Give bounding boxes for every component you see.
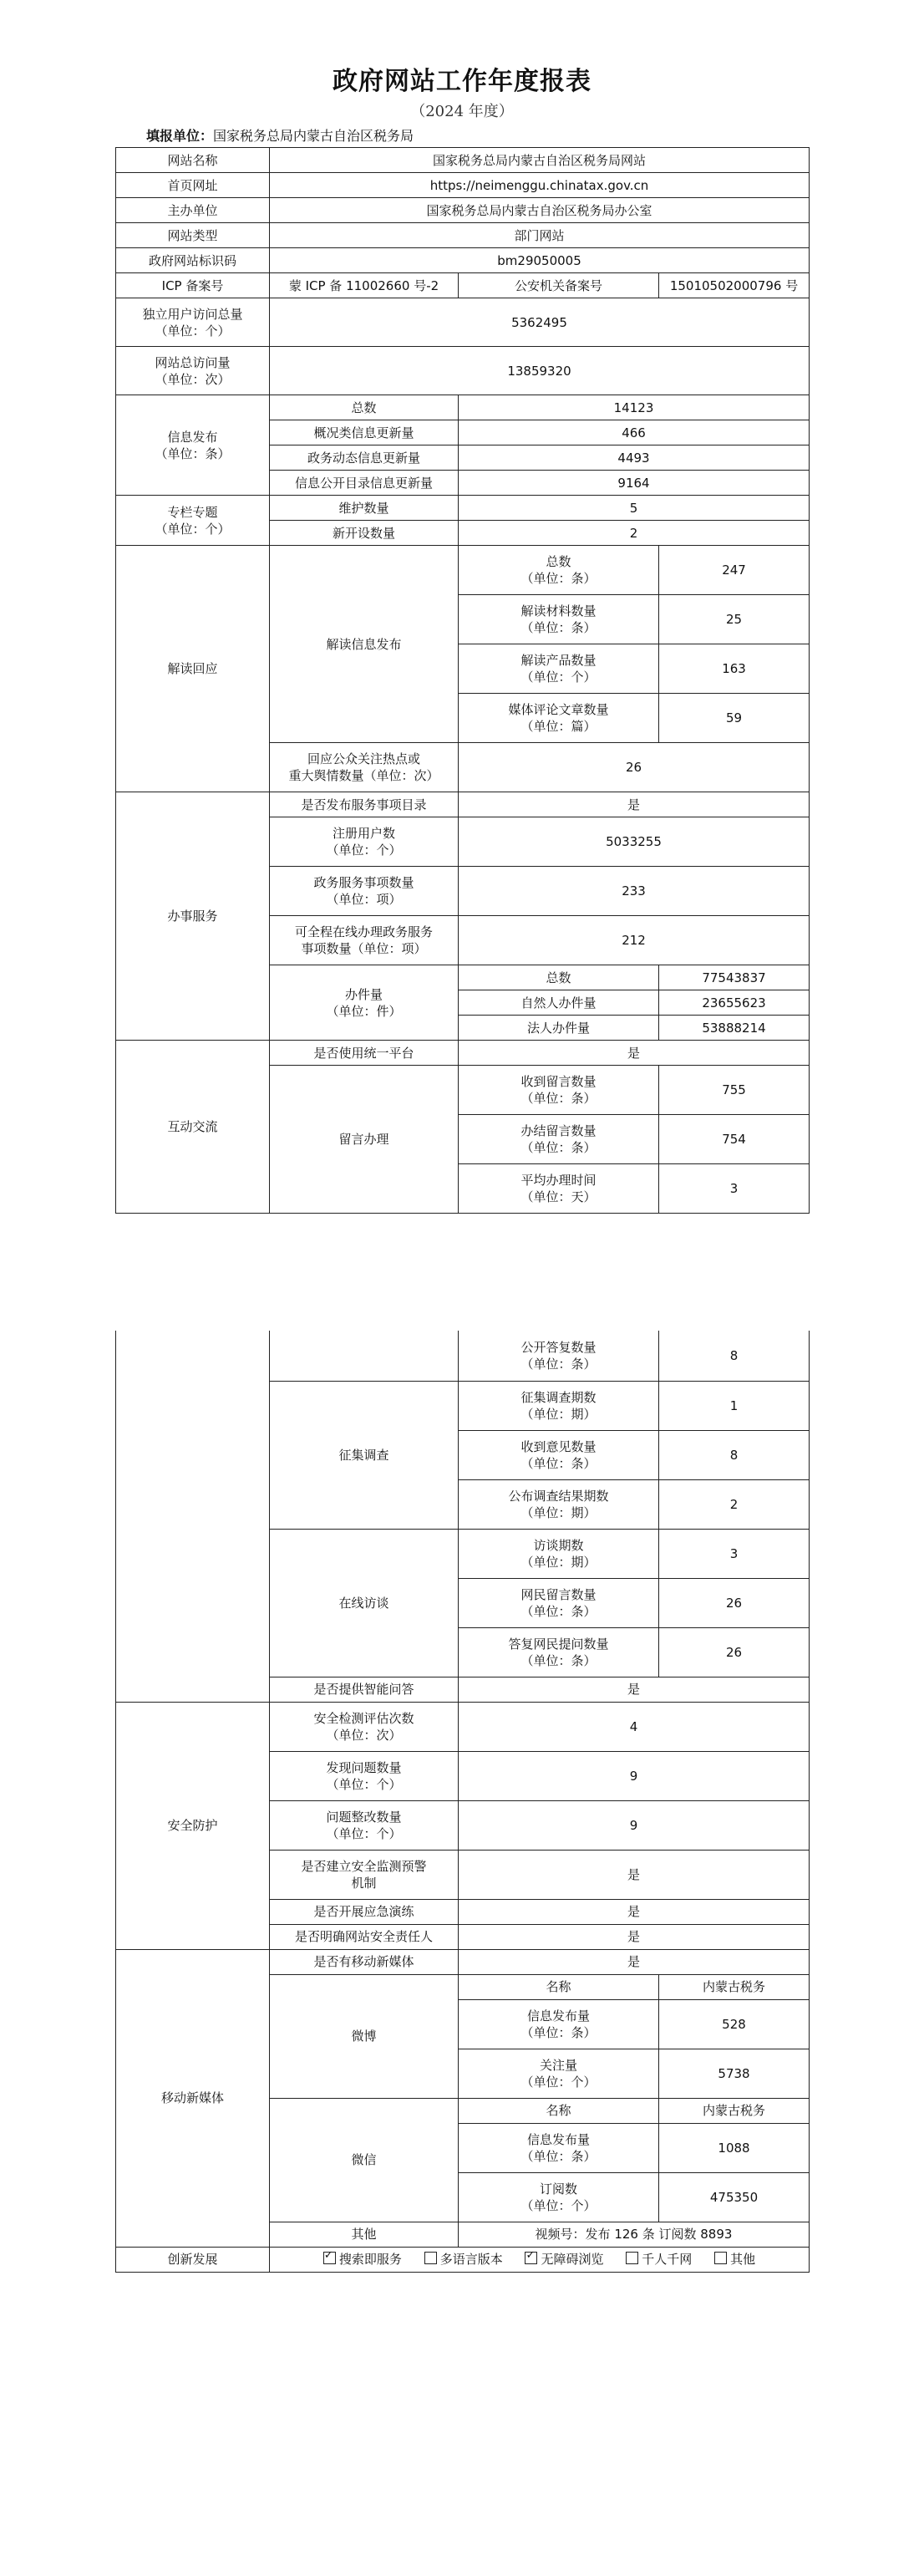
- interaction-section-label: 互动交流: [116, 1041, 270, 1214]
- uv-value: 5362495: [270, 298, 810, 347]
- innovation-option: ✓ 搜索即服务: [323, 2252, 402, 2267]
- table-row: [116, 792, 810, 817]
- service-handle-total-value: 77543837: [659, 965, 810, 990]
- interaction-interview-label: 在线访谈: [270, 1529, 459, 1677]
- interaction-public-reply-label: 公开答复数量 （单位：条）: [459, 1331, 659, 1381]
- security-drill-value: 是: [459, 1899, 810, 1924]
- innovation-option: 千人千网: [626, 2252, 692, 2267]
- checkbox-icon: [714, 2252, 727, 2264]
- table-row: [116, 1041, 810, 1066]
- media-weibo-name-label: 名称: [459, 1974, 659, 1999]
- service-section-label: 办事服务: [116, 792, 270, 1041]
- table-row: [116, 1949, 810, 1974]
- pv-value: 13859320: [270, 347, 810, 395]
- service-users-value: 5033255: [459, 817, 810, 867]
- interaction-answered-value: 26: [659, 1627, 810, 1677]
- security-found-label: 发现问题数量 （单位：个）: [270, 1751, 459, 1800]
- media-wechat-subs-label: 订阅数 （单位：个）: [459, 2172, 659, 2222]
- interaction-platform-value: 是: [459, 1041, 810, 1066]
- security-monitor-label: 是否建立安全监测预警 机制: [270, 1850, 459, 1899]
- interpret-media-value: 59: [659, 694, 810, 743]
- interaction-avg-value: 3: [659, 1164, 810, 1214]
- sponsor-label: 主办单位: [116, 198, 270, 223]
- service-catalog-label: 是否发布服务事项目录: [270, 792, 459, 817]
- security-section-label: 安全防护: [116, 1702, 270, 1949]
- interpret-product-value: 163: [659, 644, 810, 694]
- service-items-value: 233: [459, 867, 810, 916]
- service-online-label: 可全程在线办理政务服务 事项数量（单位：项）: [270, 916, 459, 965]
- media-wechat-subs-value: 475350: [659, 2172, 810, 2222]
- table-row: [116, 273, 810, 298]
- security-eval-label: 安全检测评估次数 （单位：次）: [270, 1702, 459, 1751]
- table-row: [116, 1702, 810, 1751]
- interpret-hot-label: 回应公众关注热点或 重大舆情数量（单位：次）: [270, 743, 459, 792]
- interpret-material-value: 25: [659, 595, 810, 644]
- interpret-product-label: 解读产品数量 （单位：个）: [459, 644, 659, 694]
- info-section-label: 信息发布 （单位：条）: [116, 395, 270, 496]
- site-name-value: 国家税务总局内蒙古自治区税务局网站: [270, 148, 810, 173]
- media-weibo-name-value: 内蒙古税务: [659, 1974, 810, 1999]
- innovation-option: 其他: [714, 2252, 755, 2267]
- table-row: [116, 223, 810, 248]
- table-row: [116, 1331, 810, 1381]
- interaction-netizen-value: 26: [659, 1578, 810, 1627]
- security-fixed-label: 问题整改数量 （单位：个）: [270, 1800, 459, 1850]
- checkbox-icon: [525, 2252, 537, 2264]
- innovation-option: ✓ 无障碍浏览: [525, 2252, 603, 2267]
- interpret-media-label: 媒体评论文章数量 （单位：篇）: [459, 694, 659, 743]
- security-owner-value: 是: [459, 1924, 810, 1949]
- info-dynamic-value: 4493: [459, 445, 810, 471]
- table-row: [116, 198, 810, 223]
- service-natural-value: 23655623: [659, 990, 810, 1016]
- service-legal-label: 法人办件量: [459, 1016, 659, 1041]
- column-maintain-value: 5: [459, 496, 810, 521]
- interaction-answered-label: 答复网民提问数量 （单位：条）: [459, 1627, 659, 1677]
- table-row: [116, 546, 810, 595]
- icp-value: 蒙 ICP 备 11002660 号-2: [270, 273, 459, 298]
- interaction-opinions-value: 8: [659, 1430, 810, 1479]
- interaction-public-reply-value: 8: [659, 1331, 810, 1381]
- info-total-value: 14123: [459, 395, 810, 420]
- table-row: [116, 347, 810, 395]
- interaction-message-label: 留言办理: [270, 1066, 459, 1214]
- icp-label: ICP 备案号: [116, 273, 270, 298]
- interaction-opinions-label: 收到意见数量 （单位：条）: [459, 1430, 659, 1479]
- interpret-publish-label: 解读信息发布: [270, 546, 459, 743]
- media-weibo-posts-label: 信息发布量 （单位：条）: [459, 1999, 659, 2049]
- interaction-results-value: 2: [659, 1479, 810, 1529]
- interpret-total-label: 总数 （单位：条）: [459, 546, 659, 595]
- info-overview-label: 概况类信息更新量: [270, 420, 459, 445]
- security-found-value: 9: [459, 1751, 810, 1800]
- info-total-label: 总数: [270, 395, 459, 420]
- site-type-label: 网站类型: [116, 223, 270, 248]
- filler-label: 填报单位：: [146, 128, 214, 144]
- column-new-value: 2: [459, 521, 810, 546]
- media-wechat-posts-value: 1088: [659, 2123, 810, 2172]
- interaction-received-label: 收到留言数量 （单位：条）: [459, 1066, 659, 1115]
- media-has-value: 是: [459, 1949, 810, 1974]
- report-table-part-1: [115, 147, 810, 1214]
- interaction-message-continued: [270, 1331, 459, 1381]
- service-users-label: 注册用户数 （单位：个）: [270, 817, 459, 867]
- media-weibo-posts-value: 528: [659, 1999, 810, 2049]
- table-row: [116, 395, 810, 420]
- info-public-value: 9164: [459, 471, 810, 496]
- interaction-smart-qa-label: 是否提供智能问答: [270, 1677, 459, 1702]
- checkbox-icon: [424, 2252, 437, 2264]
- interaction-done-label: 办结留言数量 （单位：条）: [459, 1115, 659, 1164]
- interaction-netizen-label: 网民留言数量 （单位：条）: [459, 1578, 659, 1627]
- report-year: （2024 年度）: [410, 103, 514, 120]
- interpret-section-label: 解读回应: [116, 546, 270, 792]
- media-wechat-name-label: 名称: [459, 2098, 659, 2123]
- media-other-value: 视频号：发布 126 条 订阅数 8893: [459, 2222, 810, 2247]
- media-wechat-posts-label: 信息发布量 （单位：条）: [459, 2123, 659, 2172]
- security-drill-label: 是否开展应急演练: [270, 1899, 459, 1924]
- table-row: [116, 2247, 810, 2272]
- innovation-options: [270, 2247, 810, 2272]
- info-dynamic-label: 政务动态信息更新量: [270, 445, 459, 471]
- service-handle-total-label: 总数: [459, 965, 659, 990]
- interaction-interview-periods-value: 3: [659, 1529, 810, 1578]
- interaction-survey-periods-label: 征集调查期数 （单位：期）: [459, 1381, 659, 1430]
- media-wechat-label: 微信: [270, 2098, 459, 2222]
- media-weibo-follow-value: 5738: [659, 2049, 810, 2098]
- home-url-value: https://neimenggu.chinatax.gov.cn: [270, 173, 810, 198]
- interaction-avg-label: 平均办理时间 （单位：天）: [459, 1164, 659, 1214]
- table-row: [116, 173, 810, 198]
- table-row: [116, 298, 810, 347]
- site-id-value: bm29050005: [270, 248, 810, 273]
- security-monitor-value: 是: [459, 1850, 810, 1899]
- innovation-section-label: 创新发展: [116, 2247, 270, 2272]
- filler-unit: [146, 125, 414, 145]
- service-legal-value: 53888214: [659, 1016, 810, 1041]
- media-other-label: 其他: [270, 2222, 459, 2247]
- security-eval-value: 4: [459, 1702, 810, 1751]
- column-maintain-label: 维护数量: [270, 496, 459, 521]
- report-title: 政府网站工作年度报表: [333, 67, 591, 96]
- site-type-value: 部门网站: [270, 223, 810, 248]
- site-id-label: 政府网站标识码: [116, 248, 270, 273]
- service-natural-label: 自然人办件量: [459, 990, 659, 1016]
- interaction-platform-label: 是否使用统一平台: [270, 1041, 459, 1066]
- interaction-survey-label: 征集调查: [270, 1381, 459, 1529]
- interaction-results-label: 公布调查结果期数 （单位：期）: [459, 1479, 659, 1529]
- info-public-label: 信息公开目录信息更新量: [270, 471, 459, 496]
- media-has-label: 是否有移动新媒体: [270, 1949, 459, 1974]
- interaction-interview-periods-label: 访谈期数 （单位：期）: [459, 1529, 659, 1578]
- police-label: 公安机关备案号: [459, 273, 659, 298]
- interpret-total-value: 247: [659, 546, 810, 595]
- security-owner-label: 是否明确网站安全责任人: [270, 1924, 459, 1949]
- table-row: [116, 496, 810, 521]
- police-value: 15010502000796 号: [659, 273, 810, 298]
- table-row: [116, 148, 810, 173]
- interaction-received-value: 755: [659, 1066, 810, 1115]
- interpret-material-label: 解读材料数量 （单位：条）: [459, 595, 659, 644]
- checkbox-icon: [626, 2252, 638, 2264]
- info-overview-value: 466: [459, 420, 810, 445]
- interaction-section-continued: [116, 1331, 270, 1702]
- filler-value: 国家税务总局内蒙古自治区税务局: [213, 128, 414, 144]
- service-catalog-value: 是: [459, 792, 810, 817]
- security-fixed-value: 9: [459, 1800, 810, 1850]
- uv-label: 独立用户访问总量 （单位：个）: [116, 298, 270, 347]
- interaction-survey-periods-value: 1: [659, 1381, 810, 1430]
- service-online-value: 212: [459, 916, 810, 965]
- pv-label: 网站总访问量 （单位：次）: [116, 347, 270, 395]
- interaction-smart-qa-value: 是: [459, 1677, 810, 1702]
- media-wechat-name-value: 内蒙古税务: [659, 2098, 810, 2123]
- column-section-label: 专栏专题 （单位：个）: [116, 496, 270, 546]
- media-weibo-follow-label: 关注量 （单位：个）: [459, 2049, 659, 2098]
- innovation-option: 多语言版本: [424, 2252, 503, 2267]
- service-handle-label: 办件量 （单位：件）: [270, 965, 459, 1041]
- interaction-done-value: 754: [659, 1115, 810, 1164]
- checkbox-icon: [323, 2252, 336, 2264]
- sponsor-value: 国家税务总局内蒙古自治区税务局办公室: [270, 198, 810, 223]
- service-items-label: 政务服务事项数量 （单位：项）: [270, 867, 459, 916]
- site-name-label: 网站名称: [116, 148, 270, 173]
- media-section-label: 移动新媒体: [116, 1949, 270, 2247]
- media-weibo-label: 微博: [270, 1974, 459, 2098]
- interpret-hot-value: 26: [459, 743, 810, 792]
- home-url-label: 首页网址: [116, 173, 270, 198]
- table-row: [116, 248, 810, 273]
- report-table-part-2: [115, 1331, 810, 2273]
- column-new-label: 新开设数量: [270, 521, 459, 546]
